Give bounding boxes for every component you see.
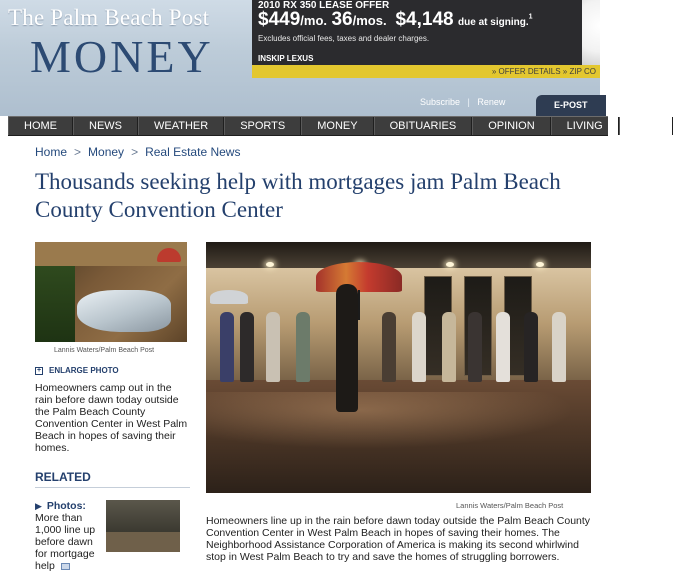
ad-dealer: INSKIP LEXUS	[258, 54, 314, 63]
photo-person	[552, 312, 566, 382]
nav-item-news[interactable]: NEWS	[73, 117, 138, 135]
ad-due-amount: $4,148	[395, 9, 454, 30]
main-photo-credit: Lannis Waters/Palm Beach Post	[456, 501, 564, 510]
nav-item-weather[interactable]: WEATHER	[138, 117, 224, 135]
epost-tab[interactable]: E-POST	[536, 95, 606, 116]
ad-price-per: /mo.	[300, 13, 328, 28]
photo-ceiling-light	[536, 262, 544, 267]
nav-item-living[interactable]: LIVING	[551, 117, 619, 135]
ad-headline: 2010 RX 350 LEASE OFFER	[258, 0, 390, 11]
related-item-text: More than 1,000 line up before dawn for mortgage help	[35, 512, 96, 572]
main-nav	[8, 116, 657, 136]
divider: |	[467, 97, 470, 107]
photo-umbrella	[316, 262, 402, 292]
photo-floor-reflection	[206, 392, 591, 452]
account-links	[420, 97, 505, 107]
enlarge-photo-label: ENLARGE PHOTO	[49, 366, 119, 375]
breadcrumb-separator: >	[131, 145, 139, 159]
main-photo-caption: Homeowners line up in the rain before dawn today outside the Palm Beach County Convention Center in West Palm Beach in hopes of saving their homes. The Neighborhood Assistance Corporation of America is making its second whirlwind stop in West Palm Beach to try and save the homes of struggling borrowers.	[206, 515, 591, 563]
side-photo-credit: Lannis Waters/Palm Beach Post	[54, 347, 155, 354]
ad-term-unit: /mos.	[352, 13, 387, 28]
nav-item-obituaries[interactable]: OBITUARIES	[374, 117, 473, 135]
side-photo[interactable]	[35, 242, 187, 342]
photo-person	[266, 312, 280, 382]
photo-person	[382, 312, 396, 382]
ad-price: $449	[258, 9, 301, 30]
photo-person	[496, 312, 510, 382]
ad-car-image	[582, 0, 600, 65]
main-photo[interactable]	[206, 242, 591, 493]
nav-item-home[interactable]: HOME	[8, 117, 73, 135]
photo-person	[220, 312, 234, 382]
thumbnail-floor	[106, 532, 180, 552]
ad-panel	[252, 0, 582, 65]
ad-footnote: 1	[528, 13, 533, 21]
renew-link[interactable]: Renew	[477, 97, 506, 107]
plus-icon: +	[36, 366, 42, 374]
lexus-ad-banner[interactable]	[252, 0, 600, 78]
related-divider	[35, 487, 190, 488]
photo-ceiling	[206, 242, 591, 268]
breadcrumb-home[interactable]: Home	[35, 145, 68, 159]
ad-exclusions: Excludes official fees, taxes and dealer charges.	[258, 34, 430, 43]
photo-walking-person	[336, 284, 358, 412]
related-thumbnail[interactable]	[106, 500, 180, 552]
photo-umbrella-small	[210, 290, 248, 304]
photo-umbrella-pole	[358, 290, 360, 320]
photo-person	[412, 312, 426, 382]
breadcrumb-money[interactable]: Money	[88, 145, 125, 159]
nav-item-entertainment[interactable]: ENT	[619, 117, 673, 135]
related-photos-link[interactable]	[35, 500, 103, 572]
photo-tarp	[77, 290, 171, 332]
photo-ceiling-light	[446, 262, 454, 267]
ad-term: 36	[331, 9, 353, 30]
masthead	[0, 0, 600, 116]
photo-person	[468, 312, 482, 382]
breadcrumb-separator: >	[74, 145, 82, 159]
enlarge-photo-link[interactable]	[35, 366, 119, 375]
breadcrumb	[35, 145, 240, 159]
newspaper-logo[interactable]: The Palm Beach Post	[8, 5, 210, 30]
arrow-right-icon: ▶	[35, 501, 42, 511]
photo-person	[296, 312, 310, 382]
subscribe-link[interactable]: Subscribe	[420, 97, 461, 107]
photo-person	[442, 312, 456, 382]
nav-item-opinion[interactable]: OPINION	[472, 117, 550, 135]
section-title[interactable]: MONEY	[30, 31, 214, 82]
photo-hedge	[35, 266, 75, 342]
ad-due-text: due at signing.	[458, 17, 529, 28]
ad-offer-links[interactable]: » OFFER DETAILS » ZIP CO	[491, 67, 596, 76]
related-heading: RELATED	[35, 470, 91, 484]
side-photo-caption: Homeowners camp out in the rain before dawn today outside the Palm Beach County Convention Center in West Palm Beach in hopes of saving their homes.	[35, 382, 188, 454]
nav-item-sports[interactable]: SPORTS	[224, 117, 301, 135]
photo-person	[524, 312, 538, 382]
nav-item-money[interactable]: MONEY	[301, 117, 373, 135]
photo-ceiling-light	[266, 262, 274, 267]
photo-person	[240, 312, 254, 382]
article-headline: Thousands seeking help with mortgages jam Palm Beach County Convention Center	[35, 169, 561, 222]
related-item-label: Photos:	[46, 500, 86, 512]
ad-price-line	[258, 9, 533, 31]
gallery-icon	[61, 563, 70, 570]
breadcrumb-real-estate-news[interactable]: Real Estate News	[145, 145, 241, 159]
